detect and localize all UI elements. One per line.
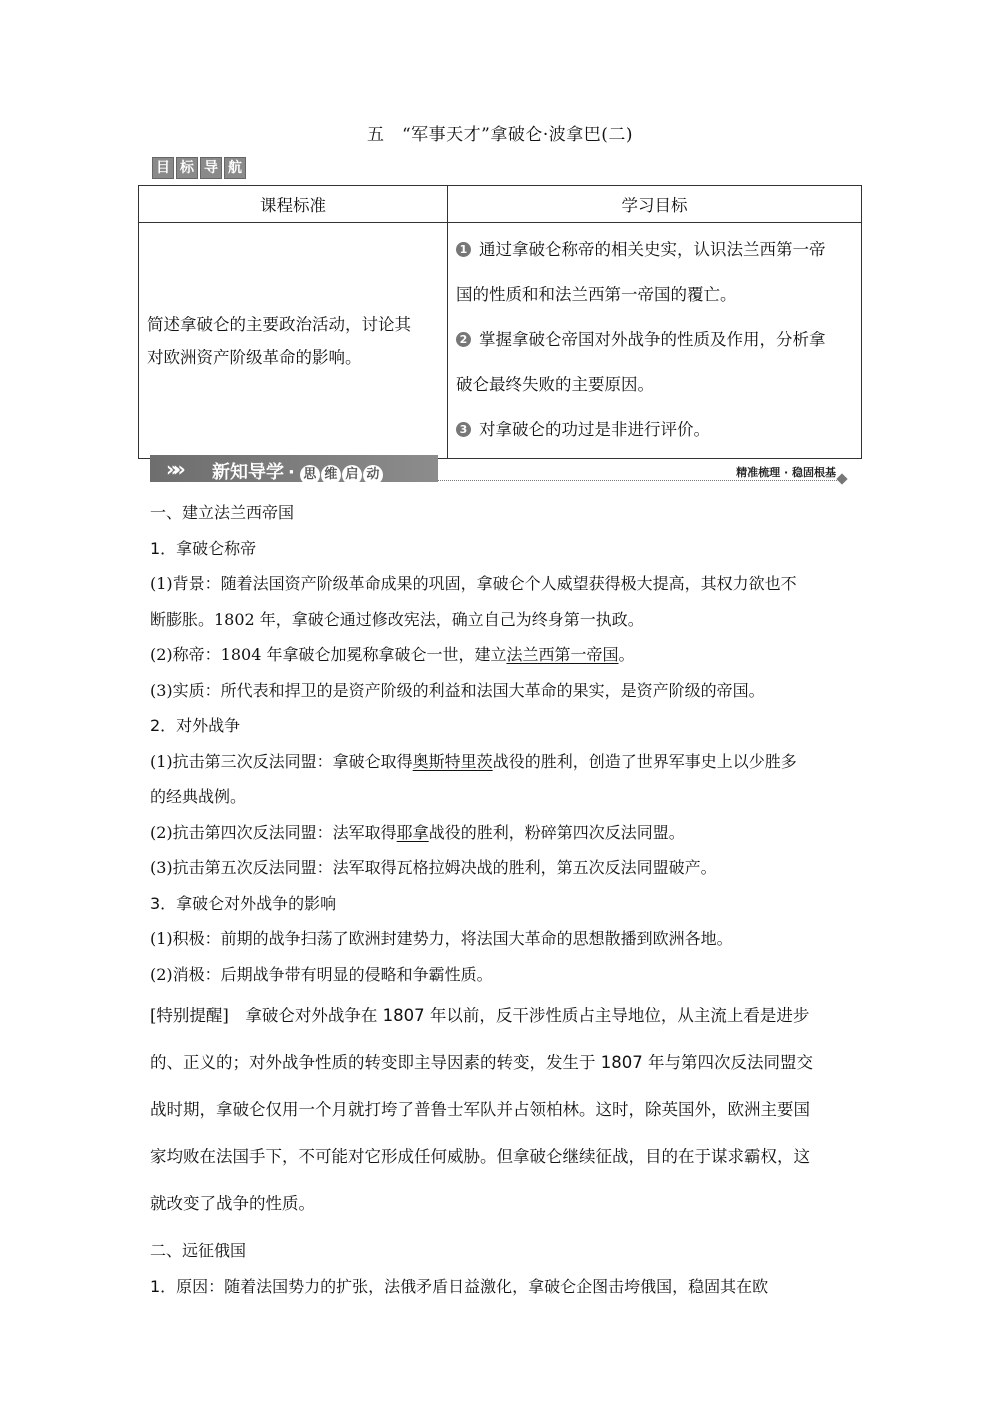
text-span: (2)抗击第四次反法同盟：法军取得	[150, 822, 397, 842]
underlined-term: 耶拿	[396, 822, 429, 842]
diamond-icon	[836, 473, 847, 484]
double-chevron-icon: »»	[166, 457, 180, 481]
course-standard-cell	[139, 223, 448, 459]
learning-goals-cell	[448, 223, 862, 459]
underlined-term: 奥斯特里茨	[412, 751, 493, 771]
banner-dotted-line	[438, 480, 843, 481]
paragraph-line: (1)积极：前期的战争扫荡了欧洲封建势力，将法国大革命的思想散播到欧洲各地。	[150, 929, 733, 948]
objective-item	[456, 227, 851, 272]
banner-sub-char: 思	[300, 465, 320, 485]
badge-char: 标	[176, 157, 198, 179]
number-1-icon: 1	[456, 242, 471, 257]
badge-char: 航	[224, 157, 246, 179]
objective-line: 破仑最终失败的主要原因。	[456, 375, 654, 394]
note-line: 战时期，拿破仑仅用一个月就打垮了普鲁士军队并占领柏林。这时，除英国外，欧洲主要国	[150, 1100, 810, 1119]
header-learning-goals: 学习目标	[448, 186, 862, 223]
paragraph-line	[150, 744, 855, 780]
paragraph-line: (3)实质：所代表和捍卫的是资产阶级的利益和法国大革命的果实，是资产阶级的帝国。	[150, 680, 765, 700]
text-span: (2)称帝：1804 年拿破仑加冕称拿破仑一世，建立	[150, 645, 507, 664]
note-line	[150, 992, 855, 1039]
banner-title	[212, 458, 383, 485]
goals-table	[138, 185, 862, 459]
banner-sub-char: 启	[342, 465, 362, 485]
paragraph-line: 1．原因：随着法国势力的扩张，法俄矛盾日益激化，拿破仑企图击垮俄国，稳固其在欧	[150, 1276, 769, 1296]
paragraph-line	[150, 637, 855, 673]
objective-line: 对拿破仑的功过是非进行评价。	[479, 420, 710, 439]
body-text	[150, 495, 855, 1304]
text-span: 。	[618, 645, 635, 664]
section-heading: 二、远征俄国	[150, 1241, 247, 1260]
table-header-row	[139, 186, 862, 223]
section-banner	[150, 455, 850, 485]
objective-item	[456, 407, 851, 452]
text-span: (1)抗击第三次反法同盟：拿破仑取得	[150, 751, 413, 771]
text-span: 战役的胜利，粉碎第四次反法同盟。	[428, 822, 685, 842]
objective-line: 掌握拿破仑帝国对外战争的性质及作用，分析拿	[479, 330, 826, 349]
banner-right-caption: 精准梳理 · 稳固根基	[736, 466, 836, 479]
objective-line: 通过拿破仑称帝的相关史实，认识法兰西第一帝	[479, 240, 826, 259]
goal-navigation-badge	[152, 157, 246, 179]
note-text: 拿破仑对外战争在 1807 年以前，反干涉性质占主导地位，从主流上看是进步	[245, 1006, 810, 1025]
standard-line: 简述拿破仑的主要政治活动，讨论其	[147, 314, 411, 334]
note-tag: [特别提醒]	[150, 1006, 229, 1025]
table-row	[139, 223, 862, 459]
badge-char: 目	[152, 157, 174, 179]
banner-title-text: 新知导学	[212, 462, 284, 483]
text-span: 战役的胜利，创造了世界军事史上以少胜多	[492, 751, 797, 771]
paragraph-line	[150, 815, 855, 851]
paragraph-line: (2)消极：后期战争带有明显的侵略和争霸性质。	[150, 964, 493, 984]
subsection-heading: 2．对外战争	[150, 716, 241, 735]
objective-item	[456, 317, 851, 362]
subsection-heading: 1．拿破仑称帝	[150, 538, 257, 558]
banner-sub-char: 动	[363, 465, 383, 485]
header-course-standard: 课程标准	[139, 186, 448, 223]
subsection-heading: 3．拿破仑对外战争的影响	[150, 893, 337, 913]
paragraph-line: 断膨胀。1802 年，拿破仑通过修改宪法，确立自己为终身第一执政。	[150, 609, 644, 629]
standard-line: 对欧洲资产阶级革命的影响。	[147, 347, 362, 367]
badge-char: 导	[200, 157, 222, 179]
paragraph-line: (1)背景：随着法国资产阶级革命成果的巩固，拿破仑个人威望获得极大提高，其权力欲也不	[150, 574, 797, 593]
note-line: 的、正义的；对外战争性质的转变即主导因素的转变，发生于 1807 年与第四次反法同盟交	[150, 1053, 813, 1072]
paragraph-line: 的经典战例。	[150, 787, 247, 806]
objective-line: 国的性质和和法兰西第一帝国的覆亡。	[456, 285, 737, 304]
page-title: 五 “军事天才”拿破仑·波拿巴(二)	[366, 125, 634, 145]
banner-sub-char: 维	[321, 465, 341, 485]
number-3-icon: 3	[456, 422, 471, 437]
banner-dot: ·	[288, 462, 295, 483]
section-heading: 一、建立法兰西帝国	[150, 503, 295, 522]
special-reminder	[150, 992, 855, 1227]
note-line: 家均败在法国手下，不可能对它形成任何威胁。但拿破仑继续征战，目的在于谋求霸权，这	[150, 1147, 810, 1166]
number-2-icon: 2	[456, 332, 471, 347]
note-line: 就改变了战争的性质。	[150, 1194, 315, 1213]
paragraph-line: (3)抗击第五次反法同盟：法军取得瓦格拉姆决战的胜利，第五次反法同盟破产。	[150, 858, 717, 877]
underlined-term: 法兰西第一帝国	[506, 645, 619, 664]
